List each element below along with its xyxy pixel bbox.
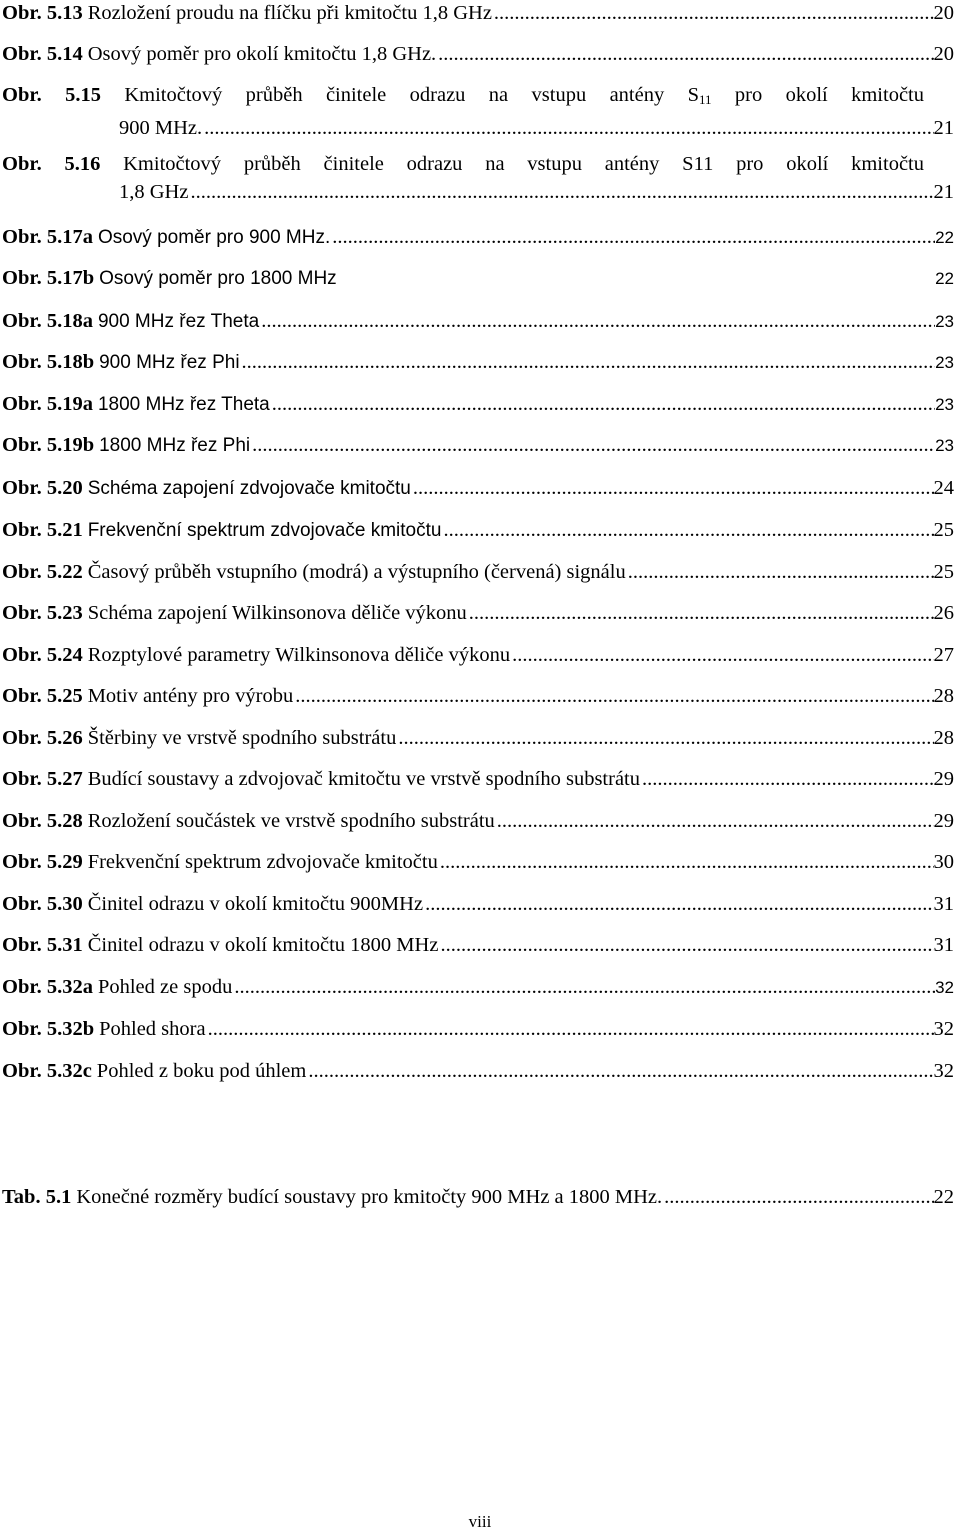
- entry-title: Pohled ze spodu: [97, 976, 233, 998]
- entry-title: Rozložení proudu na flíčku při kmitočtu 1,8 GHz: [87, 2, 492, 24]
- entry-title: 1800 MHz řez Theta: [97, 394, 270, 415]
- toc-entry[interactable]: [2, 154, 954, 202]
- subscript: 11: [698, 92, 712, 107]
- dot-leader: [306, 1061, 933, 1081]
- entry-page: 29: [933, 810, 954, 832]
- entry-page: 30: [933, 851, 954, 873]
- dot-leader: [232, 977, 935, 997]
- entry-page: 32: [933, 1060, 954, 1082]
- dot-leader: [270, 394, 935, 414]
- toc-entry[interactable]: [2, 1187, 954, 1207]
- entry-label: Tab. 5.1: [2, 1186, 72, 1208]
- entry-title: 900 MHz řez Phi: [99, 352, 240, 373]
- dot-leader: [467, 603, 934, 623]
- entry-page: 21: [933, 117, 954, 139]
- entry-title: Rozložení součástek ve vrstvě spodního substrátu: [87, 810, 495, 832]
- dot-leader: [423, 894, 933, 914]
- entry-title: Osový poměr pro 1800 MHz: [99, 268, 337, 289]
- entry-title: 1800 MHz řez Phi: [99, 435, 251, 456]
- entry-page: 24: [933, 477, 954, 499]
- entry-label: Obr. 5.32a: [2, 976, 93, 998]
- dot-leader: [411, 478, 934, 498]
- entry-title-part: Kmitočtový průběh činitele odrazu na vstupu antény S11 pro okolí kmitočtu: [123, 153, 924, 175]
- page-number: viii: [468, 1512, 492, 1531]
- toc-entry[interactable]: [2, 603, 954, 623]
- entry-page: 23: [935, 395, 954, 414]
- toc-entry[interactable]: [2, 520, 954, 541]
- entry-title: Činitel odrazu v okolí kmitočtu 900MHz: [87, 893, 424, 915]
- dot-leader: [510, 645, 933, 665]
- dot-leader: [330, 227, 935, 247]
- entry-page: 26: [933, 602, 954, 624]
- entry-title-part: 1,8 GHz: [119, 181, 189, 203]
- entry-label: Obr. 5.22: [2, 561, 83, 583]
- dot-leader: [441, 520, 933, 540]
- toc-entry[interactable]: [2, 769, 954, 789]
- entry-page: 20: [933, 43, 954, 65]
- entry-title-part: pro okolí kmitočtu: [734, 84, 924, 106]
- entry-title: Frekvenční spektrum zdvojovače kmitočtu: [87, 851, 438, 873]
- toc-entry[interactable]: [2, 935, 954, 955]
- entry-line-1: [2, 85, 924, 110]
- dot-leader: [626, 562, 934, 582]
- entry-page: 32: [933, 1018, 954, 1040]
- entry-line-1: [2, 154, 924, 174]
- entry-title: Schéma zapojení zdvojovače kmitočtu: [87, 478, 411, 499]
- entry-page: 28: [933, 685, 954, 707]
- entry-page: 22: [933, 1186, 954, 1208]
- dot-leader: [250, 435, 935, 455]
- entry-page: 32: [935, 978, 954, 997]
- entry-page: 20: [933, 2, 954, 24]
- entry-label: Obr. 5.24: [2, 644, 83, 666]
- dot-leader: [240, 352, 936, 372]
- entry-label: Obr. 5.25: [2, 685, 83, 707]
- entry-label: Obr. 5.14: [2, 43, 83, 65]
- toc-entry[interactable]: [2, 562, 954, 582]
- entry-title: Činitel odrazu v okolí kmitočtu 1800 MHz: [87, 934, 439, 956]
- toc-entry[interactable]: [2, 311, 954, 332]
- toc-entry[interactable]: [2, 227, 954, 248]
- entry-page: 22: [935, 269, 954, 288]
- entry-title: Pohled z boku pod úhlem: [96, 1060, 307, 1082]
- entry-title-part: 900 MHz.: [119, 117, 203, 139]
- dot-leader: [396, 728, 933, 748]
- entry-title: Motiv antény pro výrobu: [87, 685, 294, 707]
- entry-label: Obr. 5.28: [2, 810, 83, 832]
- dot-leader: [438, 852, 934, 872]
- toc-entry[interactable]: [2, 728, 954, 748]
- dot-leader: [492, 3, 934, 23]
- dot-leader: [188, 182, 933, 202]
- dot-leader: [436, 44, 933, 64]
- toc-entry[interactable]: [2, 686, 954, 706]
- entry-line-2: [2, 118, 954, 138]
- dot-leader: [438, 935, 933, 955]
- toc-entry[interactable]: [2, 645, 954, 665]
- dot-leader: [259, 311, 935, 331]
- dot-leader: [662, 1187, 933, 1207]
- entry-page: 25: [933, 519, 954, 541]
- entry-label: Obr. 5.31: [2, 934, 83, 956]
- dot-leader: [293, 686, 933, 706]
- toc-entry[interactable]: [2, 44, 954, 64]
- entry-label: Obr. 5.32c: [2, 1060, 92, 1082]
- entry-page: 31: [933, 893, 954, 915]
- entry-page: 23: [935, 436, 954, 455]
- toc-entry[interactable]: [2, 1061, 954, 1081]
- entry-page: 27: [933, 644, 954, 666]
- entry-label: Obr. 5.29: [2, 851, 83, 873]
- entry-title: Budící soustavy a zdvojovač kmitočtu ve vrstvě spodního substrátu: [87, 768, 640, 790]
- toc-entry[interactable]: [2, 811, 954, 831]
- toc-entry[interactable]: [2, 977, 954, 998]
- toc-entry[interactable]: [2, 3, 954, 23]
- toc-entry[interactable]: [2, 1019, 954, 1039]
- entry-page: 29: [933, 768, 954, 790]
- entry-page: 21: [933, 181, 954, 203]
- entry-page: 25: [933, 561, 954, 583]
- entry-page: 22: [935, 228, 954, 247]
- entry-title: Frekvenční spektrum zdvojovače kmitočtu: [87, 520, 442, 541]
- entry-title: Štěrbiny ve vrstvě spodního substrátu: [87, 727, 397, 749]
- entry-label: Obr. 5.23: [2, 602, 83, 624]
- entry-title: Osový poměr pro okolí kmitočtu 1,8 GHz.: [87, 43, 437, 65]
- entry-label: Obr. 5.27: [2, 768, 83, 790]
- entry-label: Obr. 5.18b: [2, 351, 95, 373]
- toc-entry[interactable]: [2, 394, 954, 415]
- entry-label: Obr. 5.21: [2, 519, 83, 541]
- entry-label: Obr. 5.17b: [2, 267, 95, 289]
- entry-page: 31: [933, 934, 954, 956]
- dot-leader: [206, 1019, 934, 1039]
- entry-title: Rozptylové parametry Wilkinsonova děliče výkonu: [87, 644, 511, 666]
- toc-entry[interactable]: [2, 85, 954, 138]
- toc-entry[interactable]: [2, 852, 954, 872]
- entry-label: Obr. 5.13: [2, 2, 83, 24]
- entry-label: Obr. 5.18a: [2, 310, 93, 332]
- toc-entry[interactable]: [2, 478, 954, 499]
- entry-title: Schéma zapojení Wilkinsonova děliče výkonu: [87, 602, 467, 624]
- entry-line-2: [2, 182, 954, 202]
- entry-label: Obr. 5.26: [2, 727, 83, 749]
- dot-leader: [495, 811, 934, 831]
- entry-page: 28: [933, 727, 954, 749]
- toc-entry[interactable]: [2, 268, 954, 289]
- entry-title: Osový poměr pro 900 MHz.: [97, 227, 331, 248]
- entry-label: Obr. 5.30: [2, 893, 83, 915]
- entry-label: Obr. 5.19b: [2, 434, 95, 456]
- entry-label: Obr. 5.15: [2, 84, 101, 106]
- entry-title: Pohled shora: [99, 1018, 206, 1040]
- entry-label: Obr. 5.16: [2, 153, 101, 175]
- entry-page: 23: [935, 312, 954, 331]
- entry-title: Časový průběh vstupního (modrá) a výstupního (červená) signálu: [87, 561, 626, 583]
- entry-label: Obr. 5.19a: [2, 393, 93, 415]
- dot-leader: [640, 769, 934, 789]
- entry-title: 900 MHz řez Theta: [97, 311, 260, 332]
- dot-leader: [202, 118, 933, 138]
- toc-entry[interactable]: [2, 435, 954, 456]
- toc-entry[interactable]: [2, 894, 954, 914]
- entry-page: 23: [935, 353, 954, 372]
- entry-label: Obr. 5.32b: [2, 1018, 95, 1040]
- entry-label: Obr. 5.17a: [2, 226, 93, 248]
- entry-title-part: Kmitočtový průběh činitele odrazu na vstupu antény S: [124, 84, 699, 106]
- entry-label: Obr. 5.20: [2, 477, 83, 499]
- entry-title: Konečné rozměry budící soustavy pro kmitočty 900 MHz a 1800 MHz.: [76, 1186, 663, 1208]
- toc-entry[interactable]: [2, 352, 954, 373]
